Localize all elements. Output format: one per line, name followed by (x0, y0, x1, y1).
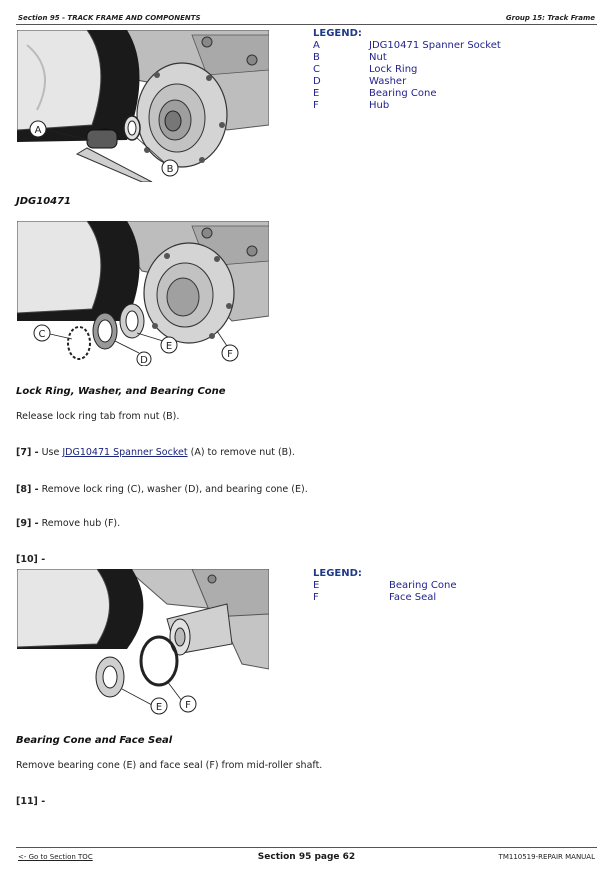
legend-key: C (313, 64, 320, 75)
step-11 (16, 796, 45, 807)
callout-a-label: A (34, 125, 42, 136)
footer-rule (16, 847, 597, 848)
step-9 (16, 518, 120, 529)
figure-1-illustration (17, 30, 269, 182)
legend-1-item-f (313, 100, 389, 111)
callout-a (30, 121, 46, 137)
callout-b-label: B (166, 164, 174, 175)
header-section-title: Section 95 - TRACK FRAME AND COMPONENTS (18, 14, 201, 22)
step-9-text: Remove hub (F). (41, 518, 121, 529)
callout-e (161, 337, 177, 353)
legend-1-item-a (313, 40, 501, 51)
legend-key: B (313, 52, 320, 63)
callout-e (151, 698, 167, 714)
section-heading-lock-ring: Lock Ring, Washer, and Bearing Cone (16, 386, 226, 397)
legend-1-item-e (313, 88, 437, 99)
callout-d (137, 352, 151, 366)
legend-key: A (313, 40, 320, 51)
callout-f-label: F (185, 700, 191, 711)
step-7-post: (A) to remove nut (B). (190, 447, 295, 458)
step-10-number: [10] - (16, 554, 46, 565)
legend-key: D (313, 76, 321, 87)
legend-1-title: LEGEND: (313, 28, 362, 39)
step-7-number: [7] - (16, 447, 39, 458)
legend-label: JDG10471 Spanner Socket (369, 40, 501, 51)
section-2-text: Remove bearing cone (E) and face seal (F) from mid-roller shaft. (16, 760, 323, 771)
legend-2-item-e (313, 580, 457, 591)
step-7 (16, 447, 295, 458)
callout-e-label: E (155, 702, 163, 713)
spanner-socket-link[interactable]: JDG10471 Spanner Socket (62, 447, 188, 458)
header-group-title: Group 15: Track Frame (505, 14, 595, 22)
figure-3-illustration (17, 569, 269, 717)
legend-label: Bearing Cone (389, 580, 457, 591)
callout-f (180, 696, 196, 712)
callout-d-label: D (140, 355, 148, 366)
step-8-number: [8] - (16, 484, 39, 495)
legend-1-item-b (313, 52, 387, 63)
step-8 (16, 484, 308, 495)
figure-2-illustration (17, 221, 269, 366)
section-intro: Release lock ring tab from nut (B). (16, 411, 180, 422)
step-7-pre: Use (41, 447, 60, 458)
step-9-number: [9] - (16, 518, 39, 529)
callout-c-label: C (38, 329, 46, 340)
legend-label: Nut (369, 52, 387, 63)
legend-label: Face Seal (389, 592, 437, 603)
legend-label: Bearing Cone (369, 88, 437, 99)
header-rule (16, 24, 597, 25)
callout-e-label: E (165, 341, 173, 352)
legend-key: E (313, 88, 320, 99)
legend-label: Washer (369, 76, 407, 87)
legend-2-title: LEGEND: (313, 568, 362, 579)
callout-b (162, 160, 178, 176)
section-toc-link[interactable]: <- Go to Section TOC (18, 853, 93, 861)
legend-key: E (313, 580, 320, 591)
legend-2-item-f (313, 592, 436, 603)
figure-spanner-socket (17, 30, 269, 182)
callout-c (34, 325, 50, 341)
step-10 (16, 554, 45, 565)
callout-f (222, 345, 238, 361)
legend-key: F (313, 592, 319, 603)
step-11-number: [11] - (16, 796, 46, 807)
legend-label: Hub (369, 100, 390, 111)
legend-1-item-c (313, 64, 417, 75)
step-8-text: Remove lock ring (C), washer (D), and bearing cone (E). (41, 484, 308, 495)
figure-lock-ring-washer-cone (17, 221, 269, 366)
figure-bearing-cone-face-seal (17, 569, 269, 717)
tool-caption: JDG10471 (16, 196, 72, 207)
callout-f-label: F (227, 349, 233, 360)
footer-page-number: Section 95 page 62 (257, 852, 356, 862)
legend-1-item-d (313, 76, 406, 87)
legend-key: F (313, 100, 319, 111)
section-heading-bearing-cone: Bearing Cone and Face Seal (16, 735, 173, 746)
legend-label: Lock Ring (369, 64, 418, 75)
footer-manual-id: TM110519-REPAIR MANUAL (498, 853, 595, 861)
